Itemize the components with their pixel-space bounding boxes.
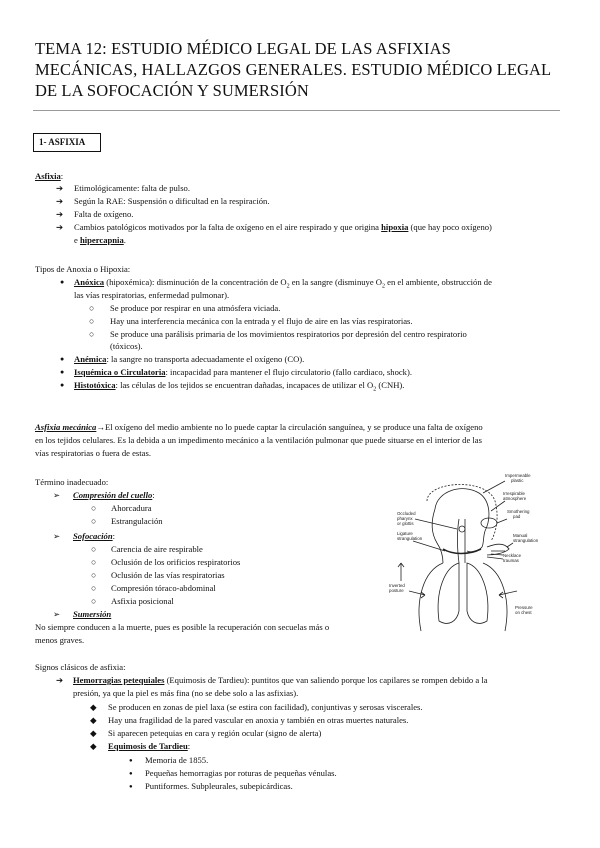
figure-label: Impermeable: [505, 473, 531, 478]
list-item: Cambios patológicos motivados por la falta de oxígeno en el aire respirado y que origina hipoxia (que hay poco oxígeno): [74, 222, 492, 232]
diamond-icon: ◆: [90, 741, 97, 751]
sub-sub-item: Pequeñas hemorragias por roturas de pequeñas vénulas.: [145, 768, 337, 778]
figure-label: plastic: [511, 478, 524, 483]
circle-icon: ○: [91, 596, 97, 606]
figure-label: strangulation: [397, 536, 423, 541]
list-item: Según la RAE: Suspensión o dificultad en la respiración.: [74, 196, 270, 206]
figure-label: Necklace: [503, 553, 522, 558]
arrowhead-icon: ➢: [53, 609, 61, 619]
list-item-continuation: presión, ya que la piel es más fina (no se debe solo a las asfixias).: [73, 688, 299, 698]
list-item-anoxica: Anóxica (hipoxémica): disminución de la concentración de $O_2$ en la sangre (disminuye $O_2$ en el ambiente, obstrucción de: [74, 277, 492, 290]
sub-item: Oclusión de las vías respiratorias: [111, 570, 225, 580]
circle-icon: ○: [91, 503, 97, 513]
list-item-histotoxica: Histotóxica: las células de los tejidos se encuentran dañadas, incapaces de utilizar el $O_2$ (CNH).: [74, 380, 405, 393]
sub-item: Hay una fragilidad de la pared vascular en anoxia y también en otras muertes naturales.: [108, 715, 409, 725]
sub-item: Se produce una parálisis primaria de los movimientos respiratorios por depresión del centro respiratorio: [110, 329, 467, 339]
sub-item: Carencia de aire respirable: [111, 544, 203, 554]
arrow-icon: ➔: [56, 183, 64, 193]
list-item-continuation: e hipercapnia.: [74, 235, 126, 245]
sub-item: Si aparecen petequias en cara y región ocular (signo de alerta): [108, 728, 322, 738]
mecanica-paragraph-line2: en los tejidos celulares. Es la debida a un impedimento mecánico a la ventilación pulmonar que puede situarse en el interior de las: [35, 435, 482, 445]
figure-label: Irrespirable: [503, 491, 525, 496]
arrow-icon: ➔: [56, 675, 64, 685]
sub-item: Oclusión de los orificios respiratorios: [111, 557, 241, 567]
sub-sub-item: Puntiformes. Subpleurales, subepicárdicas.: [145, 781, 293, 791]
list-item: Falta de oxígeno.: [74, 209, 134, 219]
anoxia-heading: Tipos de Anoxia o Hipoxia:: [35, 264, 131, 274]
figure-label: Ligature: [397, 531, 413, 536]
sub-item-continuation: (tóxicos).: [110, 341, 143, 351]
circle-icon: ○: [89, 329, 95, 339]
circle-icon: ○: [91, 516, 97, 526]
compresion-label: Compresión del cuello:: [73, 490, 155, 500]
list-item-isquemica: Isquémica o Circulatoria: incapacidad para mantener el flujo circulatorio (fallo cardiaco, shock).: [74, 367, 412, 377]
sub-item: Se produce por respirar en una atmósfera viciada.: [110, 303, 281, 313]
figure-label: Occluded: [397, 511, 416, 516]
figure-label: pad: [513, 514, 521, 519]
sub-item: Hay una interferencia mecánica con la entrada y el flujo de aire en las vías respiratorias.: [110, 316, 413, 326]
dot-icon: ●: [60, 368, 65, 376]
dot-icon: ●: [60, 381, 65, 389]
circle-icon: ○: [91, 557, 97, 567]
diamond-icon: ◆: [90, 728, 97, 738]
square-icon: ●: [129, 784, 133, 790]
page-title: TEMA 12: ESTUDIO MÉDICO LEGAL DE LAS ASFIXIAS MECÁNICAS, HALLAZGOS GENERALES. ESTUDIO MÉDICO LEGAL DE LA SOFOCACIÓN Y SUMERSIÓN: [35, 39, 551, 100]
diamond-icon: ◆: [90, 702, 97, 712]
diamond-icon: ◆: [90, 715, 97, 725]
sumersion-label: Sumersión: [73, 609, 112, 619]
figure-label: Inverted: [389, 583, 405, 588]
circle-icon: ○: [91, 583, 97, 593]
mecanica-paragraph-line1: Asfixia mecánica→El oxígeno del medio ambiente no lo puede captar la circulación sanguínea, y se produce una falta de oxígeno: [35, 422, 483, 432]
dot-icon: ●: [60, 278, 65, 286]
sofocacion-label: Sofocación:: [73, 531, 116, 541]
circle-icon: ○: [89, 316, 95, 326]
sub-item: Compresión tóraco-abdominal: [111, 583, 216, 593]
mecanica-paragraph-line3: vías respiratorias o fuera de estas.: [35, 448, 151, 458]
figure-label: atmosphere: [503, 496, 527, 501]
sub-item: Se producen en zonas de piel laxa (se estira con facilidad), conjuntivas y serosas viscerales.: [108, 702, 423, 712]
sub-item: Estrangulación: [111, 516, 163, 526]
termino-heading: Término inadecuado:: [35, 477, 109, 487]
figure-label: strangulation: [513, 538, 539, 543]
figure-label: pharynx: [397, 516, 413, 521]
asphyxia-mechanisms-figure: [387, 471, 559, 643]
list-item: Etimológicamente: falta de pulso.: [74, 183, 190, 193]
note-line1: No siempre conducen a la muerte, pues es posible la recuperación con secuelas más o: [35, 622, 330, 632]
sub-item: Ahorcadura: [111, 503, 152, 513]
signos-heading: Signos clásicos de asfixia:: [35, 662, 126, 672]
figure-label: traumas: [503, 558, 519, 563]
arrow-icon: ➔: [56, 196, 64, 206]
figure-label: on chest: [515, 610, 532, 615]
hemorragias-item: Hemorragias petequiales (Equimosis de Tardieu): puntitos que van saliendo porque los capilares se rompen debido a la: [73, 675, 488, 685]
dot-icon: ●: [60, 355, 65, 363]
sub-sub-item: Memoria de 1855.: [145, 755, 209, 765]
list-item-anemica: Anémica: la sangre no transporta adecuadamente el oxígeno (CO).: [74, 354, 305, 364]
circle-icon: ○: [91, 570, 97, 580]
asfixia-heading: Asfixia:: [35, 171, 64, 181]
figure-label: posture: [389, 588, 404, 593]
arrowhead-icon: ➢: [53, 531, 61, 541]
list-item-continuation: las vías respiratorias, enfermedad pulmonar).: [74, 290, 230, 300]
arrow-icon: ➔: [56, 209, 64, 219]
figure-label: Pressure: [515, 605, 533, 610]
figure-label: Smothering: [507, 509, 530, 514]
arrow-icon: ➔: [56, 222, 64, 232]
section-heading-asfixia: 1- ASFIXIA: [33, 133, 101, 152]
tardieu-label: Equimosis de Tardieu:: [108, 741, 191, 751]
sub-item: Asfixia posicional: [111, 596, 174, 606]
circle-icon: ○: [91, 544, 97, 554]
square-icon: ●: [129, 771, 133, 777]
arrowhead-icon: ➢: [53, 490, 61, 500]
square-icon: ●: [129, 758, 133, 764]
figure-label: Manual: [513, 533, 528, 538]
note-line2: menos graves.: [35, 635, 85, 645]
title-divider: [33, 110, 560, 111]
figure-label: or glottis: [397, 521, 414, 526]
circle-icon: ○: [89, 303, 95, 313]
